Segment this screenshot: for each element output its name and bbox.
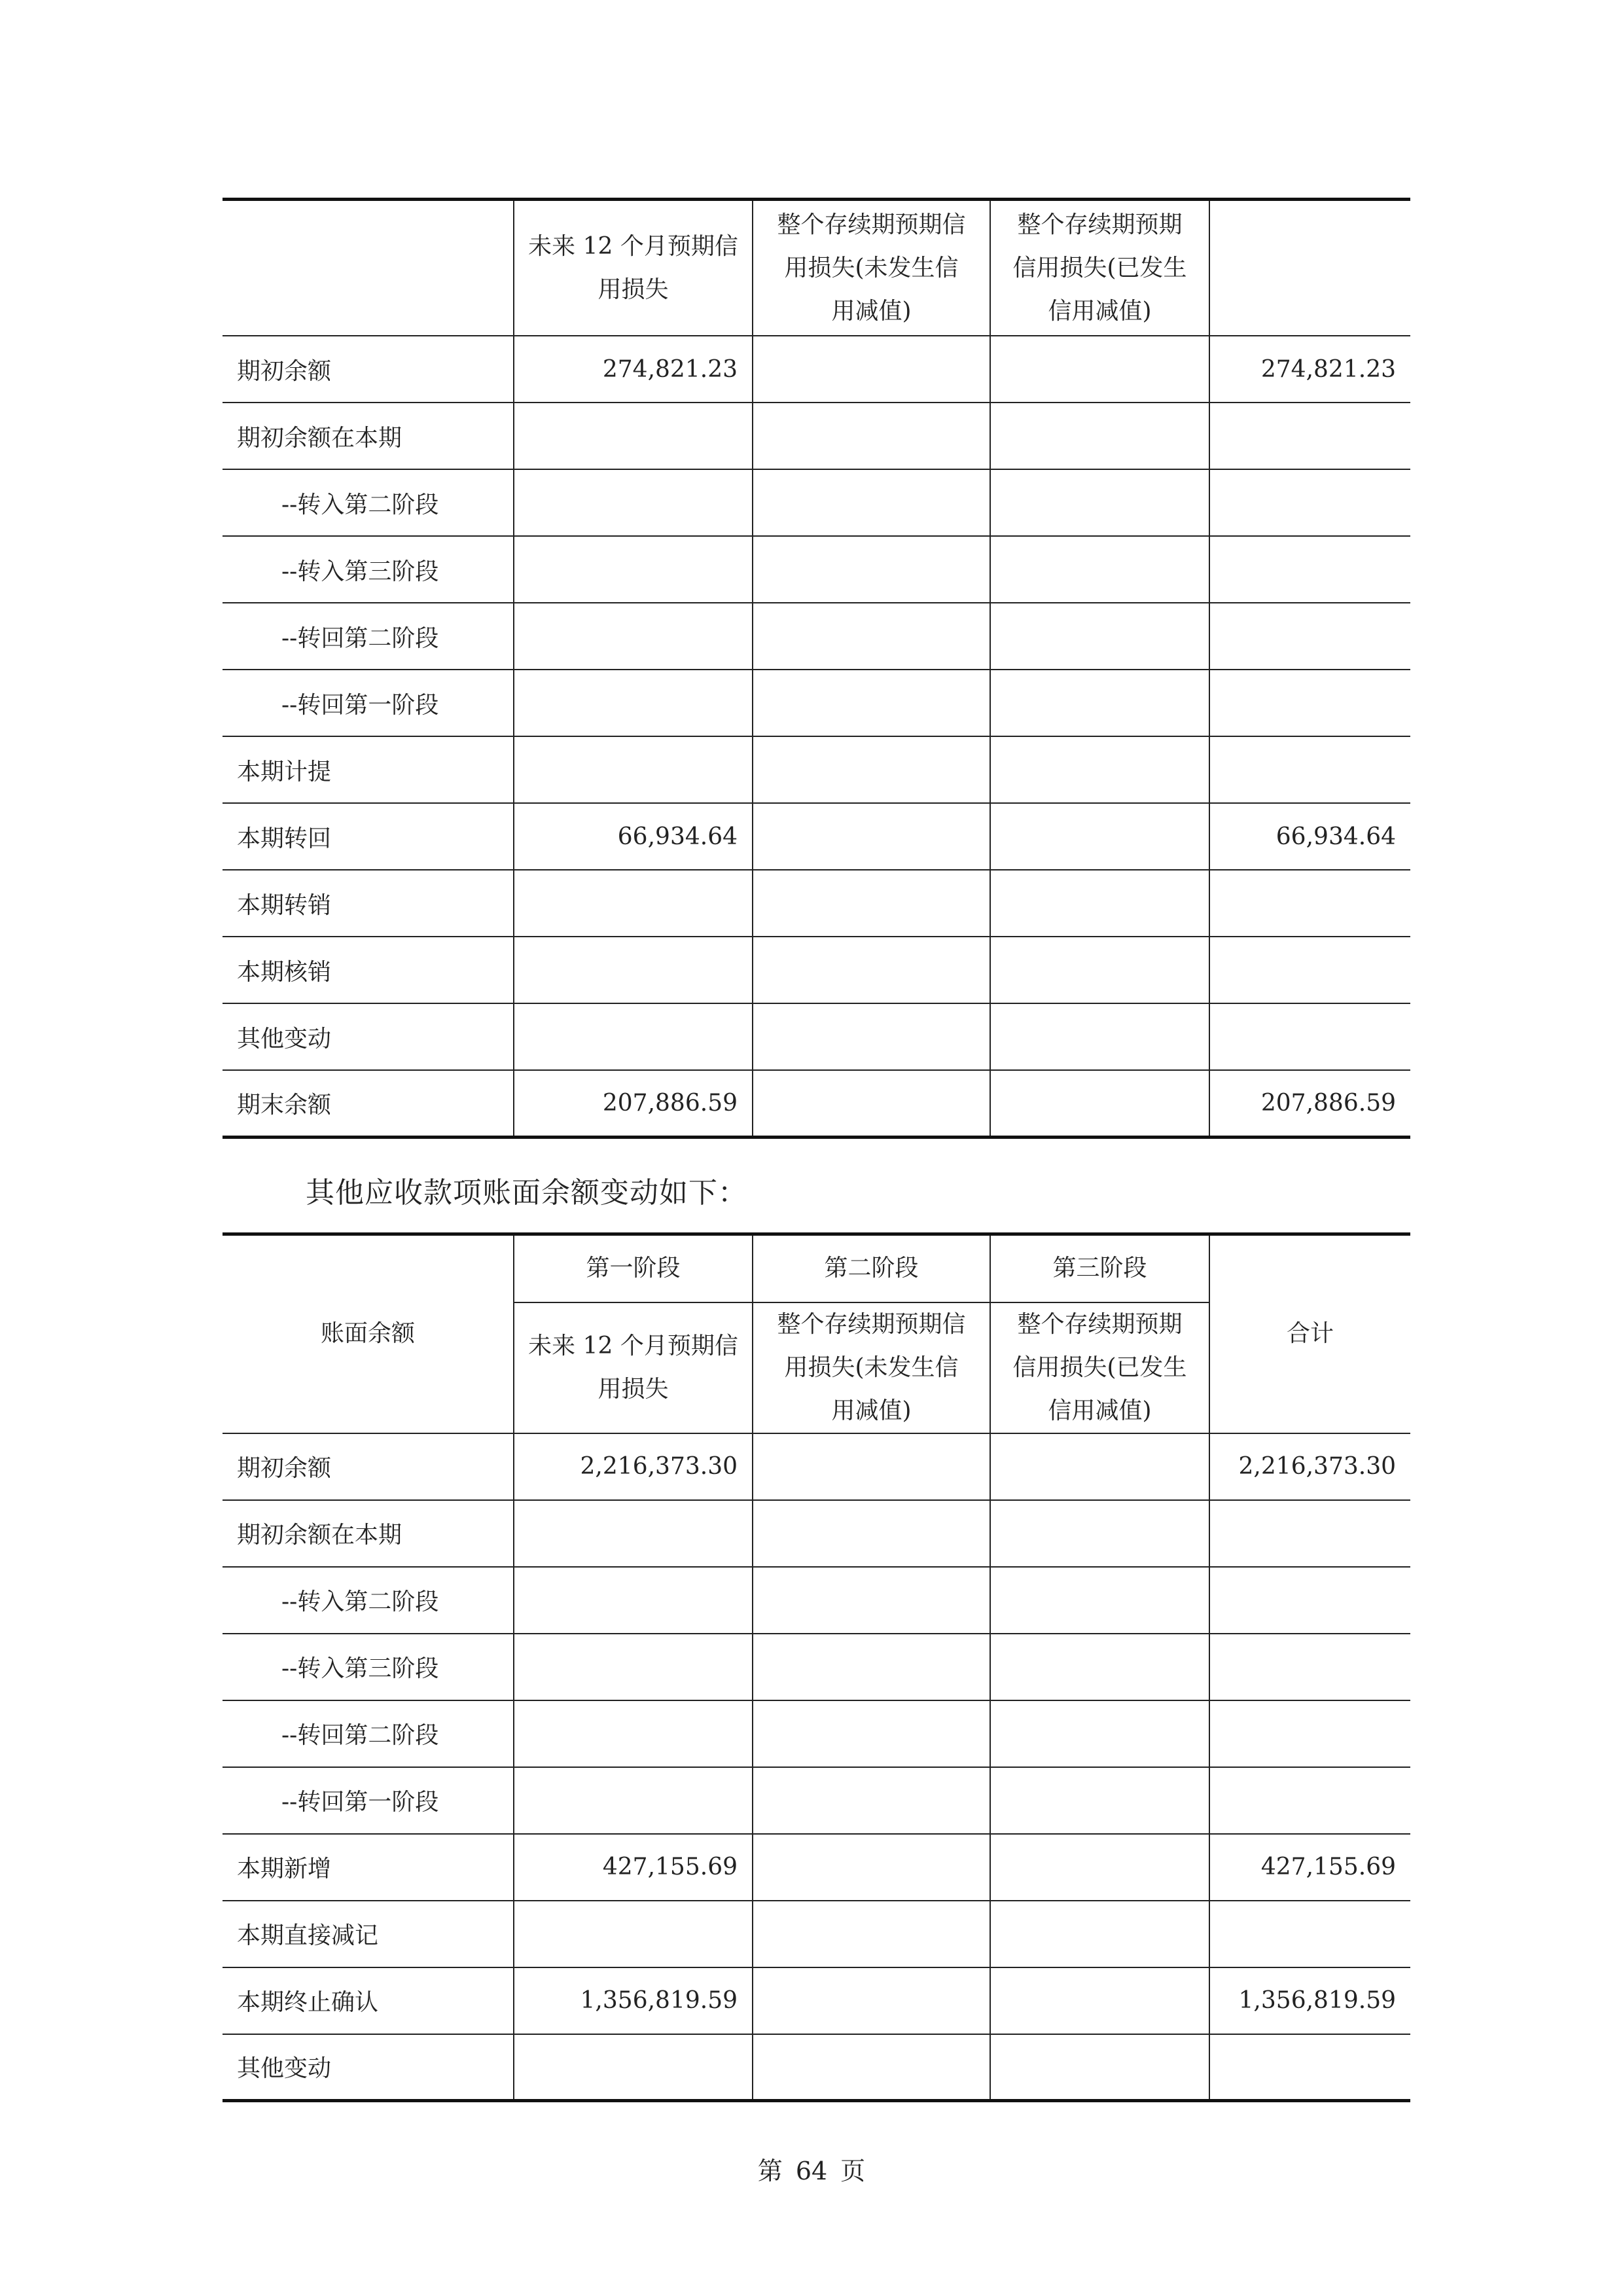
cell-value (990, 1567, 1209, 1634)
cell-value (990, 603, 1209, 670)
header-line: 信用损失(已发生 (1012, 1354, 1187, 1381)
cell-value (514, 536, 753, 603)
cell-value (1209, 937, 1410, 1003)
header-line: 用损失 (597, 1375, 669, 1403)
header-line: 用损失(未发生信 (784, 1354, 959, 1381)
table2-subheader-stage2 (753, 1302, 990, 1433)
cell-value (753, 336, 990, 403)
table-row (223, 1003, 1410, 1070)
cell-value: 274,821.23 (514, 336, 753, 403)
table-row (223, 469, 1410, 536)
row-label: 期初余额在本期 (223, 403, 514, 469)
cell-value (753, 536, 990, 603)
cell-value (753, 803, 990, 870)
cell-value (990, 736, 1209, 803)
footer-suffix: 页 (840, 2157, 866, 2185)
table-row (223, 937, 1410, 1003)
header-line: 信用减值) (1048, 1397, 1152, 1424)
row-label: --转入第二阶段 (223, 1567, 514, 1634)
row-label: 期初余额在本期 (223, 1500, 514, 1567)
cell-value (990, 1767, 1209, 1834)
table-row (223, 1967, 1410, 2034)
cell-value (1209, 736, 1410, 803)
footer-prefix: 第 (757, 2157, 783, 2185)
cell-value (753, 1700, 990, 1767)
table-row (223, 1070, 1410, 1137)
header-line: 用损失(未发生信 (784, 254, 959, 281)
header-line: 整个存续期预期信 (777, 211, 966, 238)
cell-value (753, 1567, 990, 1634)
cell-value (990, 1500, 1209, 1567)
cell-value (1209, 536, 1410, 603)
table2-total-header: 合计 (1209, 1234, 1410, 1433)
table-row (223, 603, 1410, 670)
cell-value (514, 1500, 753, 1567)
cell-value (990, 1634, 1209, 1700)
cell-value (1209, 1767, 1410, 1834)
table-row (223, 336, 1410, 403)
cell-value: 2,216,373.30 (1209, 1433, 1410, 1500)
table-row (223, 736, 1410, 803)
cell-value: 427,155.69 (514, 1834, 753, 1901)
cell-value (1209, 603, 1410, 670)
cell-value (990, 1901, 1209, 1967)
page-number: 64 (795, 2157, 828, 2185)
cell-value (753, 1967, 990, 2034)
cell-value (753, 870, 990, 937)
row-label: --转入第三阶段 (223, 1634, 514, 1700)
cell-value (514, 1567, 753, 1634)
table2-stage3-header: 第三阶段 (990, 1234, 1209, 1302)
cell-value (514, 403, 753, 469)
table-row (223, 870, 1410, 937)
row-label: --转入第三阶段 (223, 536, 514, 603)
cell-value (1209, 1634, 1410, 1700)
cell-value (990, 469, 1209, 536)
header-line: 用减值) (831, 297, 912, 325)
cell-value (1209, 1567, 1410, 1634)
cell-value: 66,934.64 (1209, 803, 1410, 870)
row-label: 期末余额 (223, 1070, 514, 1137)
cell-value (753, 2034, 990, 2101)
cell-value (753, 1433, 990, 1500)
row-label: 其他变动 (223, 1003, 514, 1070)
cell-value (753, 1901, 990, 1967)
header-line: 整个存续期预期 (1017, 211, 1183, 238)
intro-text: 其他应收款项账面余额变动如下： (306, 1176, 747, 1210)
table-row (223, 1500, 1410, 1567)
table1-header-stage3 (990, 200, 1209, 336)
cell-value (514, 870, 753, 937)
cell-value (753, 1003, 990, 1070)
row-label: --转回第一阶段 (223, 670, 514, 736)
table2-stage1-header: 第一阶段 (514, 1234, 753, 1302)
cell-value (514, 603, 753, 670)
table2-subheader-stage3 (990, 1302, 1209, 1433)
cell-value (990, 1003, 1209, 1070)
table-row (223, 1634, 1410, 1700)
cell-value (1209, 469, 1410, 536)
cell-value (1209, 403, 1410, 469)
cell-value (514, 736, 753, 803)
cell-value: 1,356,819.59 (1209, 1967, 1410, 2034)
table-row (223, 1767, 1410, 1834)
cell-value: 2,216,373.30 (514, 1433, 753, 1500)
cell-value (514, 1634, 753, 1700)
cell-value: 1,356,819.59 (514, 1967, 753, 2034)
row-label: 本期计提 (223, 736, 514, 803)
table1-header-empty (223, 200, 514, 336)
cell-value (753, 670, 990, 736)
table-row (223, 1700, 1410, 1767)
cell-value (753, 1767, 990, 1834)
table-row (223, 1834, 1410, 1901)
cell-value (753, 1634, 990, 1700)
cell-value: 207,886.59 (514, 1070, 753, 1137)
header-line: 信用减值) (1048, 297, 1152, 325)
table-row (223, 1567, 1410, 1634)
cell-value (990, 670, 1209, 736)
cell-value (1209, 1500, 1410, 1567)
cell-value (990, 1070, 1209, 1137)
row-label: --转回第一阶段 (223, 1767, 514, 1834)
header-line: 用损失 (597, 276, 669, 303)
cell-value (990, 803, 1209, 870)
table2-stage-row (223, 1234, 1410, 1302)
row-label: 本期终止确认 (223, 1967, 514, 2034)
cell-value (753, 937, 990, 1003)
cell-value (514, 1003, 753, 1070)
header-line: 用减值) (831, 1397, 912, 1424)
cell-value (1209, 1901, 1410, 1967)
cell-value (990, 2034, 1209, 2101)
row-label: 期初余额 (223, 336, 514, 403)
cell-value (990, 536, 1209, 603)
row-label: 本期新增 (223, 1834, 514, 1901)
cell-value (990, 403, 1209, 469)
header-line: 整个存续期预期 (1017, 1310, 1183, 1338)
cell-value (514, 2034, 753, 2101)
cell-value (1209, 670, 1410, 736)
cell-value (753, 1834, 990, 1901)
loss-provision-table (223, 198, 1410, 1139)
cell-value (1209, 2034, 1410, 2101)
cell-value: 274,821.23 (1209, 336, 1410, 403)
row-label: 期初余额 (223, 1433, 514, 1500)
book-balance-table (223, 1232, 1410, 2102)
header-line: 未来 12 个月预期信 (528, 1332, 738, 1359)
cell-value: 207,886.59 (1209, 1070, 1410, 1137)
cell-value: 66,934.64 (514, 803, 753, 870)
row-label: 其他变动 (223, 2034, 514, 2101)
table-row (223, 536, 1410, 603)
cell-value (753, 1070, 990, 1137)
row-label: 本期直接减记 (223, 1901, 514, 1967)
cell-value (753, 736, 990, 803)
table-row (223, 1901, 1410, 1967)
header-line: 信用损失(已发生 (1012, 254, 1187, 281)
cell-value (514, 1901, 753, 1967)
cell-value (990, 1834, 1209, 1901)
table-row (223, 803, 1410, 870)
row-label: 本期核销 (223, 937, 514, 1003)
cell-value (514, 1767, 753, 1834)
cell-value (990, 937, 1209, 1003)
cell-value (990, 336, 1209, 403)
row-label: --转入第二阶段 (223, 469, 514, 536)
table2-subheader-stage1 (514, 1302, 753, 1433)
row-label: --转回第二阶段 (223, 1700, 514, 1767)
cell-value (514, 937, 753, 1003)
cell-value (1209, 870, 1410, 937)
table1-header-stage2 (753, 200, 990, 336)
table-row (223, 2034, 1410, 2101)
cell-value (753, 603, 990, 670)
cell-value (753, 469, 990, 536)
row-label: 本期转销 (223, 870, 514, 937)
cell-value (990, 1700, 1209, 1767)
table-row (223, 670, 1410, 736)
cell-value (753, 403, 990, 469)
table2-stage2-header: 第二阶段 (753, 1234, 990, 1302)
cell-value (990, 870, 1209, 937)
cell-value (514, 469, 753, 536)
cell-value (990, 1433, 1209, 1500)
table2-corner-header: 账面余额 (223, 1234, 514, 1433)
table1-header-row (223, 200, 1410, 336)
cell-value (1209, 1700, 1410, 1767)
header-line: 未来 12 个月预期信 (528, 232, 738, 260)
cell-value (514, 670, 753, 736)
row-label: --转回第二阶段 (223, 603, 514, 670)
table-row (223, 1433, 1410, 1500)
cell-value (514, 1700, 753, 1767)
cell-value: 427,155.69 (1209, 1834, 1410, 1901)
page-footer (0, 2151, 1623, 2187)
cell-value (990, 1967, 1209, 2034)
table-row (223, 403, 1410, 469)
cell-value (1209, 1003, 1410, 1070)
table1-header-total (1209, 200, 1410, 336)
cell-value (753, 1500, 990, 1567)
table1-header-stage1 (514, 200, 753, 336)
row-label: 本期转回 (223, 803, 514, 870)
header-line: 整个存续期预期信 (777, 1310, 966, 1338)
